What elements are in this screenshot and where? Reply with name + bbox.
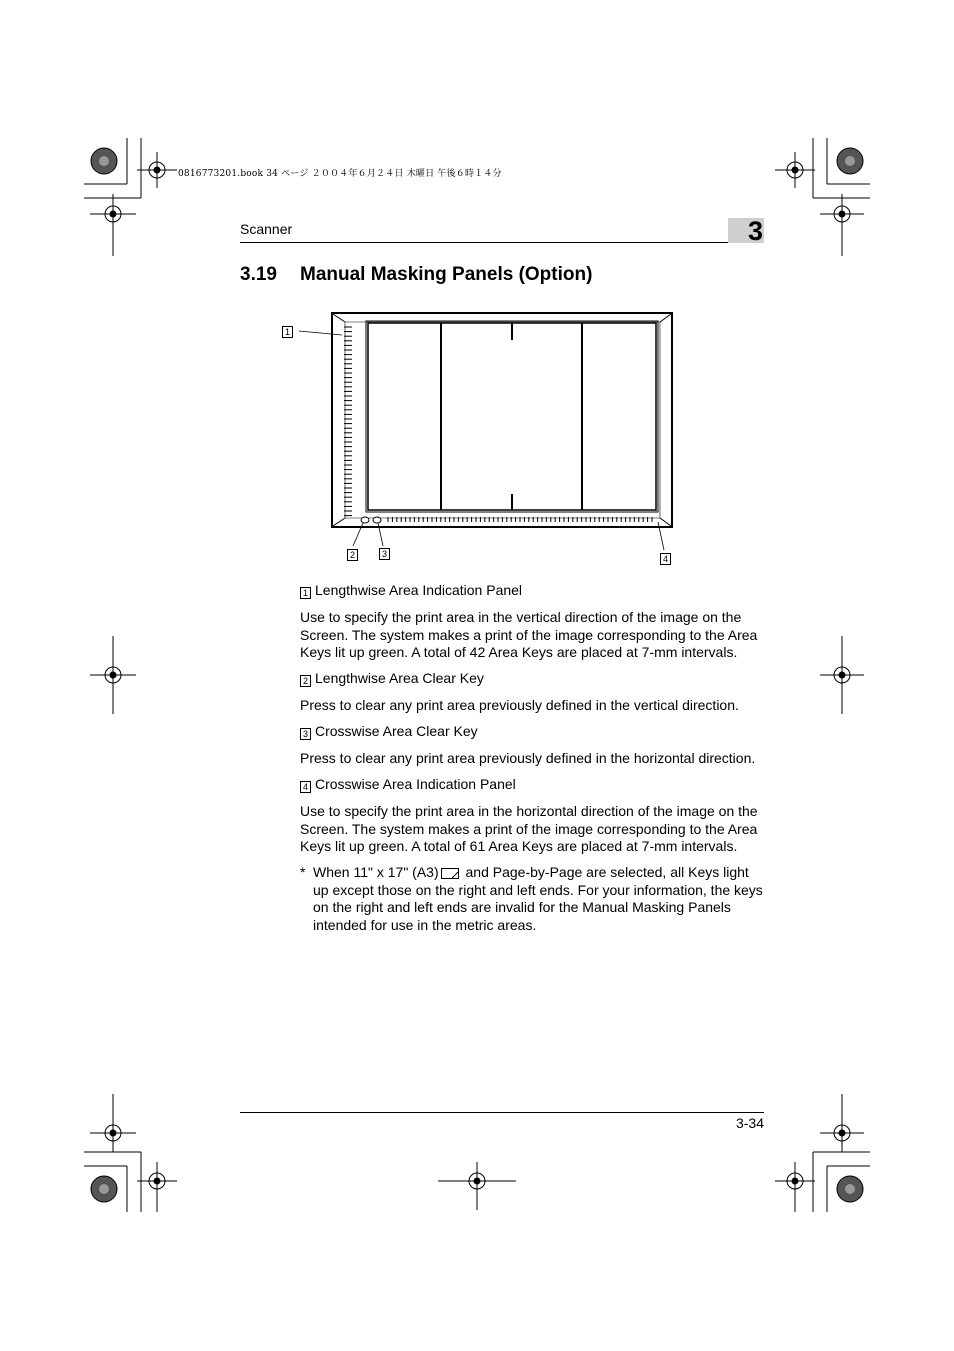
crosshair-icon	[775, 152, 815, 188]
note	[300, 864, 768, 944]
item-title: Crosswise Area Indication Panel	[315, 776, 516, 792]
item-description-4: Use to specify the print area in the horizontal direction of the image on the Screen. The system makes a print of the image corresponding to the Area Keys lit up green. A total of 61 Area Keys are placed at 7-mm intervals.	[300, 803, 758, 854]
print-job-header: 0816773201.book 34 ページ ２００４年６月２４日 木曜日 午後６時１４分	[178, 169, 502, 179]
starburst-icon	[837, 1176, 863, 1202]
crosshair-icon	[438, 1162, 516, 1210]
item-number-badge: 3	[300, 728, 311, 740]
figure-callout-2: 2	[347, 549, 358, 561]
note-body	[313, 864, 768, 934]
item-description-3: Press to clear any print area previously defined in the horizontal direction.	[300, 750, 756, 766]
note-text-before: When 11" x 17" (A3)	[313, 864, 439, 880]
crosshair-icon	[137, 1162, 177, 1212]
section-title-text: Manual Masking Panels (Option)	[300, 264, 593, 285]
figure-callout-4: 4	[660, 553, 671, 565]
item-description-1: Use to specify the print area in the vertical direction of the image on the Screen. The system makes a print of the image corresponding to the Area Keys lit up green. A total of 42 Area Keys are placed at 7-mm intervals.	[300, 609, 758, 660]
figure-callout-3: 3	[379, 548, 390, 560]
chapter-number: 3	[747, 216, 763, 246]
page-number: 3-34	[735, 1115, 764, 1131]
section-number: 3.19	[240, 264, 277, 285]
crosshair-icon	[90, 1094, 136, 1152]
item-heading-1	[300, 582, 522, 599]
starburst-icon	[91, 148, 117, 174]
starburst-icon	[91, 1176, 117, 1202]
running-header-section: Scanner	[240, 221, 293, 237]
item-number-badge: 4	[300, 781, 311, 793]
figure-callout-1: 1	[282, 326, 293, 338]
item-title: Crosswise Area Clear Key	[315, 723, 478, 739]
crosshair-icon	[90, 636, 136, 714]
item-heading-3	[300, 723, 478, 740]
item-number-badge: 2	[300, 675, 311, 687]
crosshair-icon	[820, 194, 864, 256]
starburst-icon	[837, 148, 863, 174]
item-heading-4	[300, 776, 516, 793]
item-title: Lengthwise Area Indication Panel	[315, 582, 523, 598]
crosshair-icon	[775, 1162, 815, 1212]
paper-orientation-icon	[441, 868, 459, 879]
item-description-2: Press to clear any print area previously defined in the vertical direction.	[300, 697, 739, 713]
item-number-badge: 1	[300, 587, 311, 599]
section-title	[240, 264, 592, 286]
note-text-after: and Page-by-Page are selected, all Keys light up except those on the right and left ends. For your information, the keys on the right and left ends are invalid for the Manual Masking Panels intended for use in the metric areas.	[313, 864, 763, 933]
crosshair-icon	[137, 152, 177, 188]
item-heading-2	[300, 670, 484, 687]
item-title: Lengthwise Area Clear Key	[315, 670, 484, 686]
crosshair-icon	[820, 636, 864, 714]
crosshair-icon	[820, 1094, 864, 1152]
header-divider	[240, 242, 764, 243]
note-marker: *	[300, 864, 306, 880]
crosshair-icon	[90, 194, 136, 256]
footer-divider	[240, 1112, 764, 1113]
